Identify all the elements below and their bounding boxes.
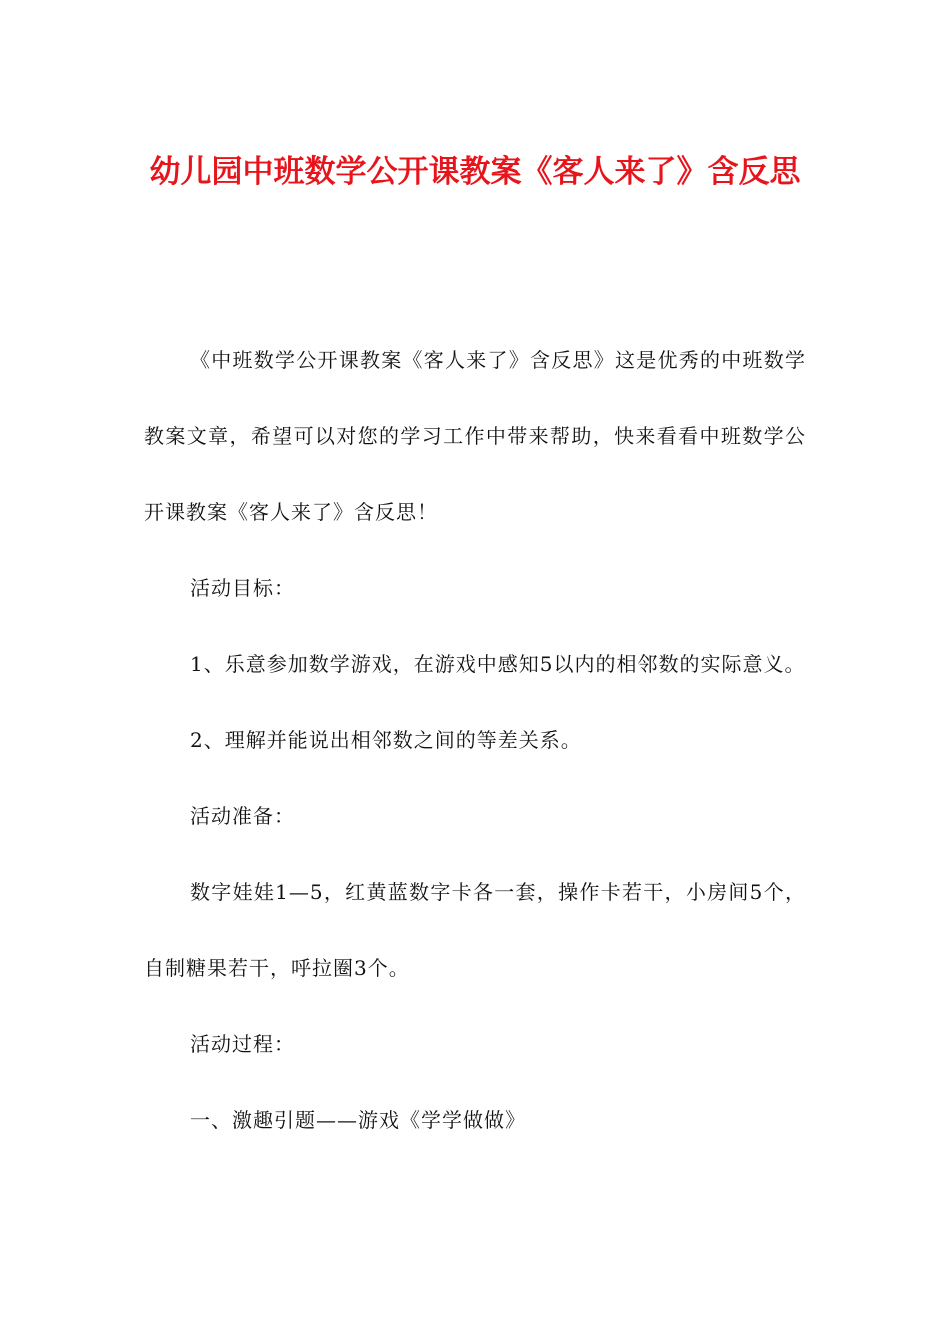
section-heading-process: 活动过程： bbox=[190, 1032, 295, 1056]
goal-item-1: 1、乐意参加数学游戏，在游戏中感知5以内的相邻数的实际意义。 bbox=[190, 652, 806, 676]
process-step-1: 一、激趣引题——游戏《学学做做》 bbox=[190, 1108, 526, 1132]
intro-paragraph: 《中班数学公开课教案《客人来了》含反思》这是优秀的中班数学教案文章，希望可以对您的学习工作中带来帮助，快来看看中班数学公开课教案《客人来了》含反思！ bbox=[144, 348, 806, 524]
goal-item-2: 2、理解并能说出相邻数之间的等差关系。 bbox=[190, 728, 582, 752]
document-body bbox=[144, 322, 806, 1158]
section-heading-preparation: 活动准备： bbox=[190, 804, 295, 828]
section-heading-goals: 活动目标： bbox=[190, 576, 295, 600]
document-title: 幼儿园中班数学公开课教案《客人来了》含反思 bbox=[149, 154, 801, 190]
preparation-paragraph: 数字娃娃1—5，红黄蓝数字卡各一套，操作卡若干，小房间5个，自制糖果若干，呼拉圈3个。 bbox=[144, 880, 806, 980]
